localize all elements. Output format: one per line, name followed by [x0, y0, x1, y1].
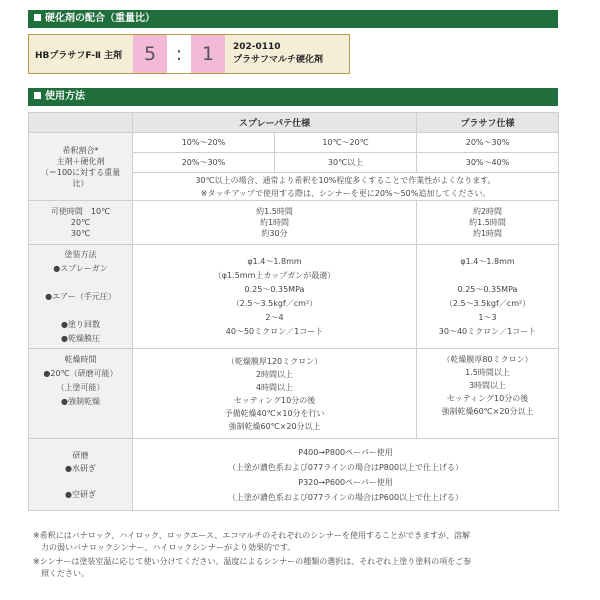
dilution-temp-1: 10℃～20℃ — [275, 133, 417, 153]
hardener-info — [225, 35, 349, 73]
dilution-temp-2: 30℃以上 — [275, 153, 417, 173]
table-header-row — [29, 113, 559, 133]
footnote-thinner-types: ※希釈にはバナロック、ハイロック、ロックエース、エコマルチのそれぞれのシンナーを使用することができますが、溶解 力の弱いバナロックシンナー、ハイロックシンナーがより効果的です。 — [33, 531, 471, 552]
dilution-prasaf-2: 30%～40% — [417, 153, 559, 173]
drying-label: 乾燥時間 ●20℃（研磨可能） （上塗可能） ●強制乾燥 — [29, 349, 133, 439]
section-header-usage — [28, 88, 558, 106]
coating-prasaf: φ1.4～1.8mm 0.25～0.35MPa （2.5～3.5kgf／cm²） 1～3 30～40ミクロン／1コート — [417, 245, 559, 349]
column-spray-putty: スプレーパテ仕様 — [133, 113, 417, 133]
dilution-prasaf-1: 20%～30% — [417, 133, 559, 153]
potlife-row — [29, 201, 559, 245]
dilution-row-1 — [29, 133, 559, 153]
mixing-ratio-box — [28, 34, 350, 74]
dilution-label: 希釈割合* 主剤＋硬化剤 （＝100に対する重量 比） — [29, 133, 133, 201]
potlife-label: 可使時間 10℃ 20℃ 30℃ — [29, 201, 133, 245]
sanding-label: 研磨 ●水研ぎ ●空研ぎ — [29, 439, 133, 511]
coating-label: 塗装方法 ●スプレーガン ●エアー（手元圧） ●塗り回数 ●乾燥膜圧 — [29, 245, 133, 349]
drying-prasaf: （乾燥膜厚80ミクロン） 1.5時間以上 3時間以上 セッティング10分の後 強制乾燥60℃×20分以上 — [417, 349, 559, 439]
potlife-prasaf: 約2時間 約1.5時間 約1時間 — [417, 201, 559, 245]
section-title: 硬化剤の配合（重量比） — [45, 13, 155, 24]
square-bullet-icon — [34, 14, 41, 21]
ratio-colon: : — [167, 35, 191, 73]
dilution-spray-2: 20%～30% — [133, 153, 275, 173]
section-title: 使用方法 — [45, 91, 85, 102]
square-bullet-icon — [34, 92, 41, 99]
sanding-row — [29, 439, 559, 511]
usage-table — [28, 112, 559, 511]
sanding-content: P400→P800ペーパー使用 （上塗が濃色系および077ラインの場合はP800以上で仕上げる） P320→P600ペーパー使用 （上塗が濃色系および077ラインの場合はP600以上で仕上げる） — [133, 439, 559, 511]
hardener-name: プラサフマルチ硬化剤 — [233, 55, 324, 65]
main-ratio-value: 5 — [133, 35, 167, 73]
section-header-mixing-ratio — [28, 10, 558, 28]
potlife-spray: 約1.5時間 約1時間 約30分 — [133, 201, 417, 245]
drying-row — [29, 349, 559, 439]
hardener-code: 202-0110 — [233, 42, 281, 52]
column-prasaf: プラサフ仕様 — [417, 113, 559, 133]
hardener-ratio-value: 1 — [191, 35, 225, 73]
footnote-thinner-temperature: ※シンナーは塗装室温に応じて使い分けてください。温度によるシンナーの種類の選択は、それぞれ上塗り塗料の項をご参 照ください。 — [33, 557, 472, 578]
dilution-spray-1: 10%～20% — [133, 133, 275, 153]
coating-spray: φ1.4～1.8mm （φ1.5mm上カップガンが最適） 0.25～0.35MPa （2.5～3.5kgf／cm²） 2～4 40～50ミクロン／1コート — [133, 245, 417, 349]
drying-spray: （乾燥膜厚120ミクロン） 2時間以上 4時間以上 セッティング10分の後 予備乾燥40℃×10分を行い 強制乾燥60℃×20分以上 — [133, 349, 417, 439]
dilution-note: 30℃以上の場合、通常より希釈を10%程度多くすることで作業性がよくなります。 ※タッチアップで使用する際は、シンナーを更に20%～50%追加してください。 — [133, 173, 559, 201]
main-agent-label: HBプラサフF-Ⅱ 主剤 — [35, 50, 123, 61]
coating-row — [29, 245, 559, 349]
